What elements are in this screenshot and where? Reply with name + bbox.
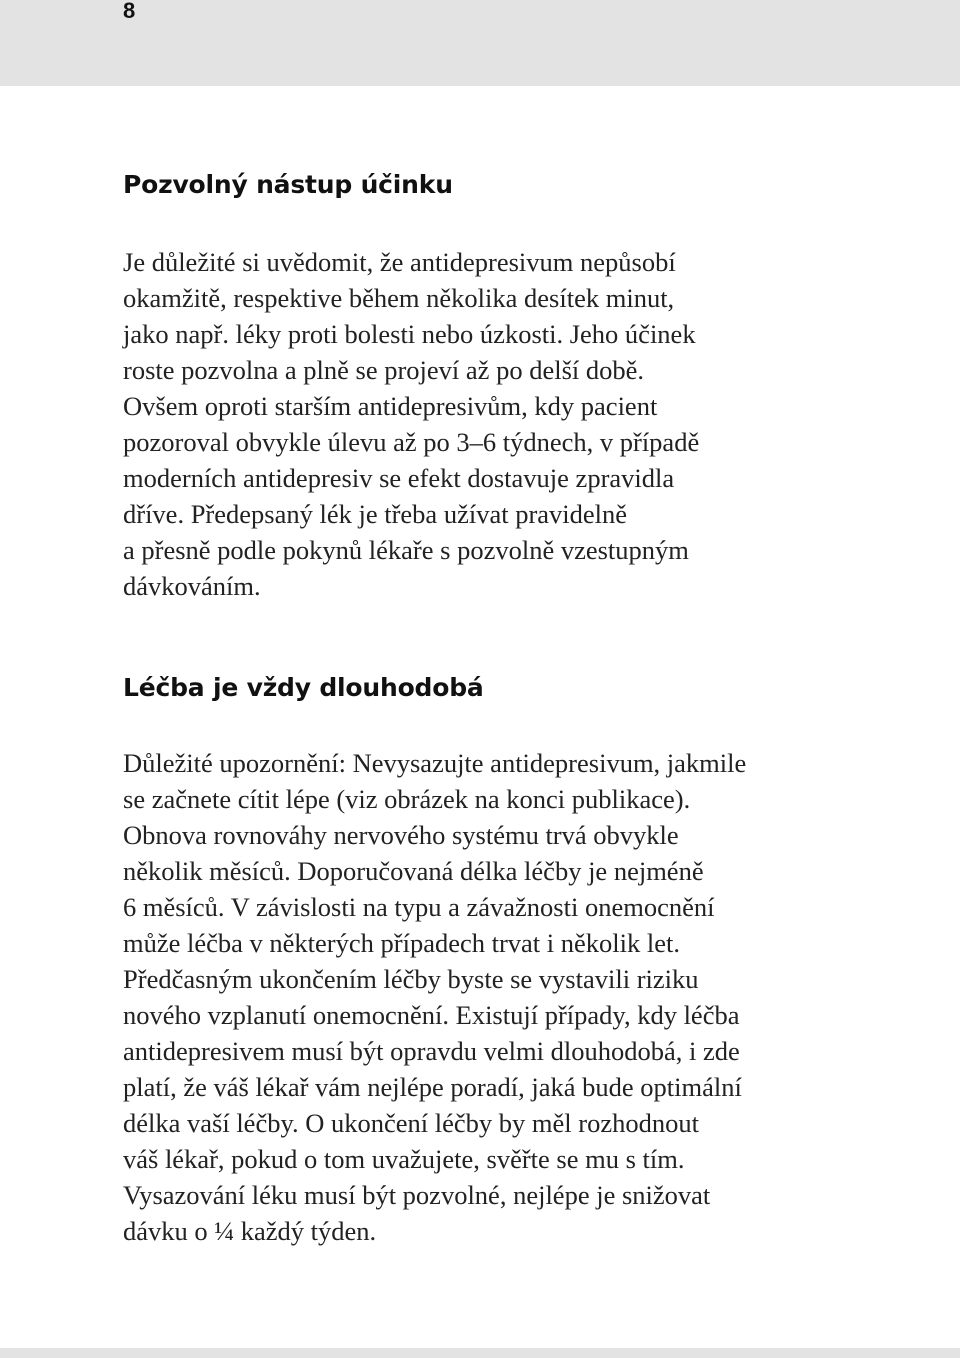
paragraph-line: 6 měsíců. V závislosti na typu a závažnosti onemocnění <box>123 892 715 922</box>
paragraph-line: roste pozvolna a plně se projeví až po delší době. <box>123 355 645 385</box>
paragraph-line: několik měsíců. Doporučovaná délka léčby je nejméně <box>123 856 704 886</box>
paragraph-line: dávku o ¼ každý týden. <box>123 1216 377 1246</box>
paragraph-line: dříve. Předepsaný lék je třeba užívat pravidelně <box>123 499 628 529</box>
paragraph-line: platí, že váš lékař vám nejlépe poradí, jaká bude optimální <box>123 1072 742 1102</box>
section-paragraph-slow-onset <box>123 244 699 604</box>
section-heading-slow-onset: Pozvolný nástup účinku <box>123 170 453 199</box>
paragraph-line: Předčasným ukončením léčby byste se vystavili riziku <box>123 964 699 994</box>
footer-band <box>0 1348 960 1358</box>
paragraph-line: může léčba v některých případech trvat i několik let. <box>123 928 681 958</box>
paragraph-line: nového vzplanutí onemocnění. Existují případy, kdy léčba <box>123 1000 740 1030</box>
paragraph-line: Ovšem oproti starším antidepresivům, kdy pacient <box>123 391 658 421</box>
paragraph-line: délka vaší léčby. O ukončení léčby by měl rozhodnout <box>123 1108 699 1138</box>
paragraph-line: okamžitě, respektive během několika desítek minut, <box>123 283 675 313</box>
paragraph-line: Obnova rovnováhy nervového systému trvá obvykle <box>123 820 679 850</box>
paragraph-line: moderních antidepresiv se efekt dostavuje zpravidla <box>123 463 675 493</box>
section-paragraph-long-term-treatment <box>123 745 746 1249</box>
paragraph-line: Vysazování léku musí být pozvolné, nejlépe je snižovat <box>123 1180 711 1210</box>
paragraph-line: Je důležité si uvědomit, že antidepresivum nepůsobí <box>123 247 676 277</box>
paragraph-line: se začnete cítit lépe (viz obrázek na konci publikace). <box>123 784 691 814</box>
paragraph-line: Důležité upozornění: Nevysazujte antidepresivum, jakmile <box>123 748 747 778</box>
paragraph-line: dávkováním. <box>123 571 261 601</box>
page-number: 8 <box>123 0 136 23</box>
paragraph-line: a přesně podle pokynů lékaře s pozvolně vzestupným <box>123 535 689 565</box>
section-heading-long-term-treatment: Léčba je vždy dlouhodobá <box>123 673 484 702</box>
paragraph-line: pozoroval obvykle úlevu až po 3–6 týdnech, v případě <box>123 427 700 457</box>
paragraph-line: antidepresivem musí být opravdu velmi dlouhodobá, i zde <box>123 1036 740 1066</box>
header-band <box>0 0 960 86</box>
paragraph-line: jako např. léky proti bolesti nebo úzkosti. Jeho účinek <box>123 319 696 349</box>
paragraph-line: váš lékař, pokud o tom uvažujete, svěřte se mu s tím. <box>123 1144 685 1174</box>
